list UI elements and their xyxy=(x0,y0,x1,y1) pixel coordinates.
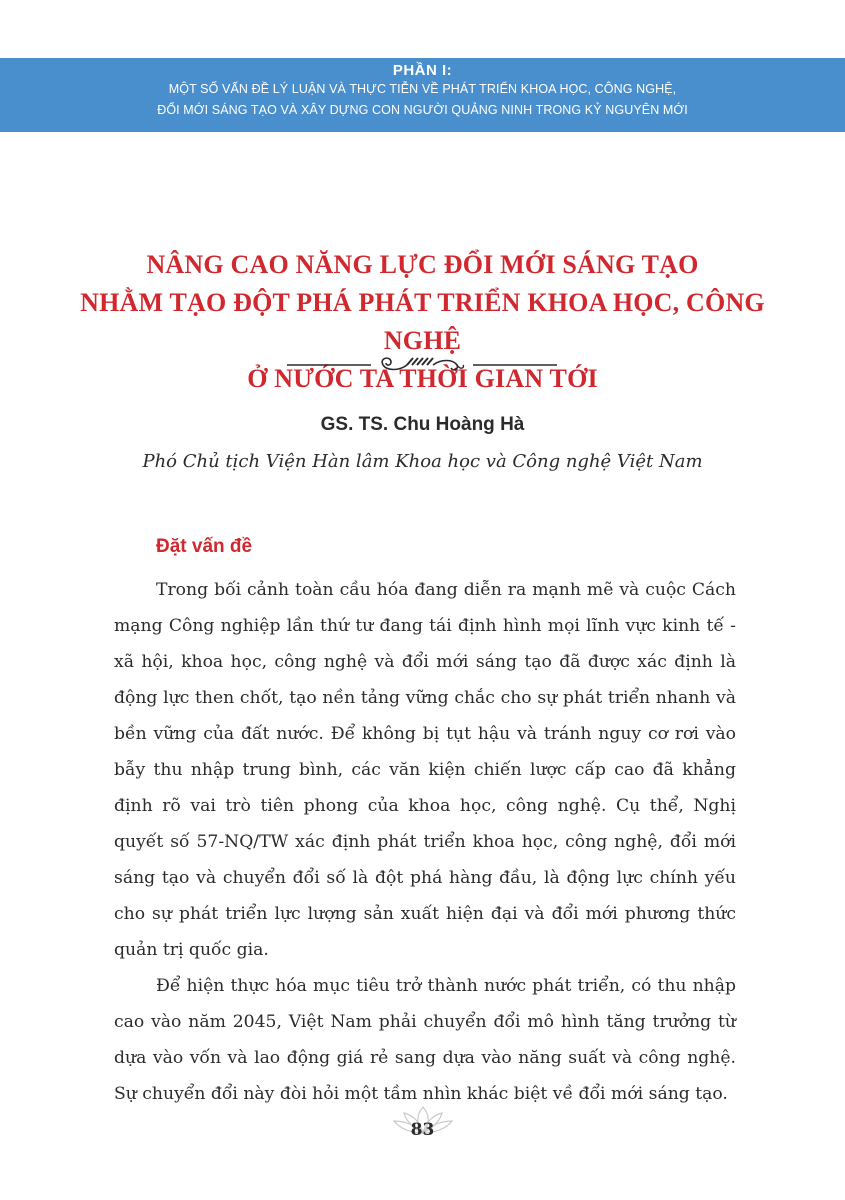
chapter-part-label: PHẦN I: xyxy=(392,62,453,79)
article-title-line-3: Ở NƯỚC TA THỜI GIAN TỚI xyxy=(247,364,598,393)
page-number: 83 xyxy=(410,1120,435,1140)
section-heading: Đặt vấn đề xyxy=(156,536,253,557)
article-title-line-2: NHẰM TẠO ĐỘT PHÁ PHÁT TRIỂN KHOA HỌC, CÔNG NGHỆ xyxy=(80,288,765,355)
page-footer xyxy=(0,1103,845,1163)
body-text xyxy=(114,572,736,1112)
author-position: Phó Chủ tịch Viện Hàn lâm Khoa học và Công nghệ Việt Nam xyxy=(142,451,703,472)
body-paragraph-2: Để hiện thực hóa mục tiêu trở thành nước phát triển, có thu nhập cao vào năm 2045, Việt Nam phải chuyển đổi mô hình tăng trưởng từ dựa vào vốn và lao động giá rẻ sang dựa vào năng suất và công nghệ. Sự chuyển đổi này đòi hỏi một tầm nhìn khác biệt về đổi mới sáng tạo. xyxy=(114,976,736,1104)
chapter-title-line-2: ĐỔI MỚI SÁNG TẠO VÀ XÂY DỰNG CON NGƯỜI QUẢNG NINH TRONG KỶ NGUYÊN MỚI xyxy=(157,103,688,117)
chapter-title-line-1: MỘT SỐ VẤN ĐỀ LÝ LUẬN VÀ THỰC TIỄN VỀ PHÁT TRIỂN KHOA HỌC, CÔNG NGHỆ, xyxy=(168,82,677,96)
author-name: GS. TS. Chu Hoàng Hà xyxy=(320,414,525,435)
chapter-header-band xyxy=(0,58,845,132)
body-paragraph-1: Trong bối cảnh toàn cầu hóa đang diễn ra mạnh mẽ và cuộc Cách mạng Công nghiệp lần thứ tư đang tái định hình mọi lĩnh vực kinh tế - xã hội, khoa học, công nghệ và đổi mới sáng tạo đã được xác định là động lực then chốt, tạo nền tảng vững chắc cho sự phát triển nhanh và bền vững của đất nước. Để không bị tụt hậu và tránh nguy cơ rơi vào bẫy thu nhập trung bình, các văn kiện chiến lược cấp cao đã khẳng định rõ vai trò tiên phong của khoa học, công nghệ. Cụ thể, Nghị quyết số 57-NQ/TW xác định phát triển khoa học, công nghệ, đổi mới sáng tạo và chuyển đổi số là đột phá hàng đầu, là động lực chính yếu cho sự phát triển lực lượng sản xuất hiện đại và đổi mới phương thức quản trị quốc gia. xyxy=(114,580,736,960)
article-title-line-1: NÂNG CAO NĂNG LỰC ĐỔI MỚI SÁNG TẠO xyxy=(146,250,699,279)
title-divider-ornament-icon xyxy=(287,353,557,377)
